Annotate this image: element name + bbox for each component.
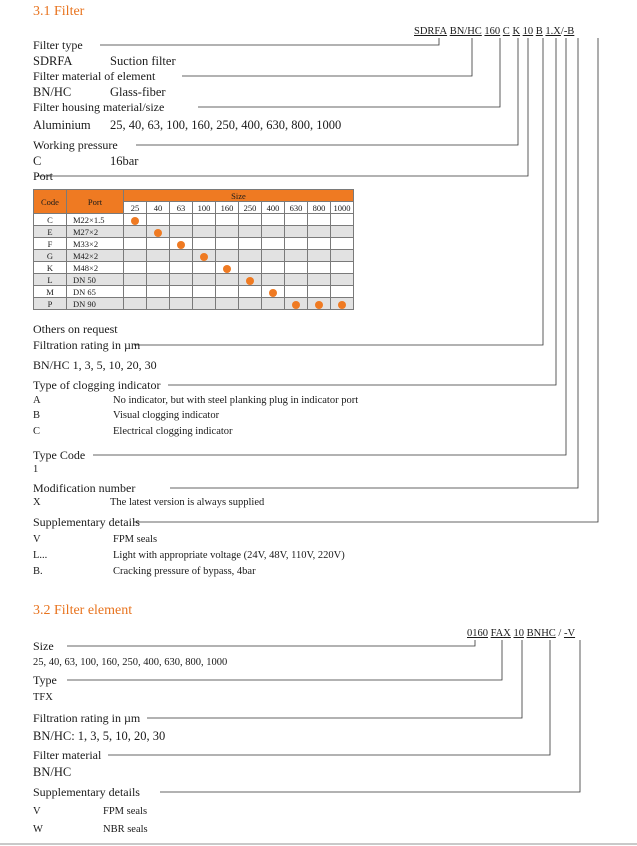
size-cell bbox=[170, 262, 193, 274]
size-cell bbox=[193, 238, 216, 250]
size-cell bbox=[239, 238, 262, 250]
size-cell bbox=[239, 226, 262, 238]
availability-dot-icon bbox=[292, 301, 300, 309]
availability-dot-icon bbox=[223, 265, 231, 273]
size-cell bbox=[285, 250, 308, 262]
size-cell bbox=[285, 262, 308, 274]
size-cell bbox=[124, 262, 147, 274]
size-cell bbox=[124, 250, 147, 262]
size-cell bbox=[308, 226, 331, 238]
element-supp-desc: NBR seals bbox=[103, 824, 148, 835]
size-cell bbox=[331, 238, 354, 250]
availability-dot-icon bbox=[154, 229, 162, 237]
port-label: Port bbox=[33, 169, 54, 183]
size-cell bbox=[193, 274, 216, 286]
size-header: 100 bbox=[193, 202, 216, 214]
row-port: DN 90 bbox=[67, 298, 124, 310]
size-cell bbox=[147, 238, 170, 250]
housing-label: Filter housing material/size bbox=[33, 100, 165, 114]
size-cell bbox=[285, 274, 308, 286]
clog-code: A bbox=[33, 395, 41, 406]
code-part: -B bbox=[563, 26, 575, 37]
row-port: DN 50 bbox=[67, 274, 124, 286]
col-port-header: Port bbox=[67, 190, 124, 214]
filter-type-desc: Suction filter bbox=[110, 54, 176, 68]
modification-code: X bbox=[33, 497, 41, 508]
size-cell bbox=[147, 298, 170, 310]
size-cell bbox=[331, 250, 354, 262]
supp-desc: Cracking pressure of bypass, 4bar bbox=[113, 566, 256, 577]
table-row bbox=[34, 286, 354, 298]
section-title-filter: 3.1 Filter bbox=[33, 4, 85, 19]
size-cell bbox=[331, 226, 354, 238]
size-cell bbox=[193, 286, 216, 298]
filter-type-label: Filter type bbox=[33, 38, 83, 52]
code-part: 1.X bbox=[545, 26, 561, 37]
pressure-desc: 16bar bbox=[110, 154, 139, 168]
size-cell bbox=[308, 298, 331, 310]
size-cell bbox=[193, 214, 216, 226]
size-cell bbox=[170, 250, 193, 262]
code-part: BNHC bbox=[526, 628, 556, 639]
element-order-code bbox=[467, 628, 575, 639]
size-cell bbox=[331, 262, 354, 274]
code-part: SDRFA bbox=[414, 26, 448, 37]
size-cell bbox=[170, 298, 193, 310]
code-part: / bbox=[558, 628, 562, 639]
row-port: M48×2 bbox=[67, 262, 124, 274]
size-cell bbox=[170, 274, 193, 286]
size-cell bbox=[308, 238, 331, 250]
size-cell bbox=[170, 286, 193, 298]
size-cell bbox=[147, 250, 170, 262]
col-size-header: Size bbox=[124, 190, 354, 202]
size-cell bbox=[239, 214, 262, 226]
clog-desc: No indicator, but with steel planking plug in indicator port bbox=[113, 395, 359, 406]
element-supplementary-label: Supplementary details bbox=[33, 785, 140, 799]
size-cell bbox=[216, 274, 239, 286]
table-row bbox=[34, 214, 354, 226]
size-cell bbox=[331, 274, 354, 286]
size-label: Size bbox=[33, 639, 54, 653]
type-label: Type bbox=[33, 673, 57, 687]
element-supp-code: V bbox=[33, 806, 41, 817]
supp-code: L... bbox=[33, 550, 48, 561]
filter-material-value: BN/HC bbox=[33, 765, 72, 779]
size-cell bbox=[147, 286, 170, 298]
supp-desc: Light with appropriate voltage (24V, 48V, 110V, 220V) bbox=[113, 550, 345, 561]
row-port: M42×2 bbox=[67, 250, 124, 262]
clog-desc: Visual clogging indicator bbox=[113, 410, 220, 421]
code-part: / bbox=[560, 26, 564, 37]
row-port: M33×2 bbox=[67, 238, 124, 250]
size-cell bbox=[285, 298, 308, 310]
table-row bbox=[34, 298, 354, 310]
pressure-label: Working pressure bbox=[33, 138, 118, 152]
filtration-label: Filtration rating in µm bbox=[33, 338, 141, 352]
size-cell bbox=[216, 298, 239, 310]
size-cell bbox=[170, 238, 193, 250]
supp-code: V bbox=[33, 534, 41, 545]
size-header: 400 bbox=[262, 202, 285, 214]
table-row bbox=[34, 238, 354, 250]
section-title-filter-element: 3.2 Filter element bbox=[33, 603, 133, 618]
element-material-code: BN/HC bbox=[33, 85, 72, 99]
size-cell bbox=[147, 274, 170, 286]
size-cell bbox=[331, 286, 354, 298]
element-material-desc: Glass-fiber bbox=[110, 85, 166, 99]
size-cell bbox=[193, 226, 216, 238]
size-cell bbox=[216, 250, 239, 262]
size-cell bbox=[331, 214, 354, 226]
type-value: TFX bbox=[33, 692, 53, 703]
type-code-label: Type Code bbox=[33, 448, 86, 462]
housing-code: Aluminium bbox=[33, 118, 91, 132]
size-cell bbox=[170, 226, 193, 238]
row-port: M27×2 bbox=[67, 226, 124, 238]
row-code: P bbox=[34, 298, 67, 310]
size-cell bbox=[285, 238, 308, 250]
filter-material-label: Filter material bbox=[33, 748, 102, 762]
size-cell bbox=[147, 262, 170, 274]
code-part: 160 bbox=[484, 26, 501, 37]
size-cell bbox=[285, 226, 308, 238]
element-material-label: Filter material of element bbox=[33, 69, 156, 83]
size-cell bbox=[124, 286, 147, 298]
size-cell bbox=[239, 286, 262, 298]
size-cell bbox=[216, 238, 239, 250]
filtration-desc: BN/HC 1, 3, 5, 10, 20, 30 bbox=[33, 358, 157, 372]
size-cell bbox=[262, 262, 285, 274]
modification-label: Modification number bbox=[33, 481, 136, 495]
code-part: FAX bbox=[490, 628, 511, 639]
table-row bbox=[34, 250, 354, 262]
size-cell bbox=[285, 214, 308, 226]
size-header: 63 bbox=[170, 202, 193, 214]
port-size-table bbox=[33, 189, 354, 310]
size-header: 40 bbox=[147, 202, 170, 214]
size-header: 1000 bbox=[331, 202, 354, 214]
clog-code: C bbox=[33, 426, 41, 437]
size-cell bbox=[262, 286, 285, 298]
col-code-header: Code bbox=[34, 190, 67, 214]
size-cell bbox=[308, 274, 331, 286]
row-code: M bbox=[34, 286, 67, 298]
size-header: 630 bbox=[285, 202, 308, 214]
pressure-code: C bbox=[33, 154, 42, 168]
row-code: G bbox=[34, 250, 67, 262]
size-cell bbox=[308, 286, 331, 298]
code-part: 0160 bbox=[467, 628, 488, 639]
housing-sizes: 25, 40, 63, 100, 160, 250, 400, 630, 800, 1000 bbox=[110, 118, 342, 132]
table-row bbox=[34, 274, 354, 286]
row-code: C bbox=[34, 214, 67, 226]
others-note: Others on request bbox=[33, 322, 118, 336]
size-cell bbox=[331, 298, 354, 310]
filter-type-code: SDRFA bbox=[33, 54, 73, 68]
size-cell bbox=[216, 262, 239, 274]
clog-code: B bbox=[33, 410, 41, 421]
code-part: -V bbox=[563, 628, 576, 639]
table-row bbox=[34, 226, 354, 238]
size-cell bbox=[262, 250, 285, 262]
size-cell bbox=[147, 214, 170, 226]
modification-desc: The latest version is always supplied bbox=[110, 497, 265, 508]
size-cell bbox=[216, 226, 239, 238]
clogging-label: Type of clogging indicator bbox=[33, 378, 161, 392]
size-cell bbox=[124, 238, 147, 250]
size-cell bbox=[285, 286, 308, 298]
size-cell bbox=[239, 262, 262, 274]
size-header: 250 bbox=[239, 202, 262, 214]
code-part: 10 bbox=[522, 26, 534, 37]
size-cell bbox=[262, 298, 285, 310]
availability-dot-icon bbox=[246, 277, 254, 285]
type-code-value: 1 bbox=[33, 464, 39, 475]
supp-desc: FPM seals bbox=[113, 534, 158, 545]
size-cell bbox=[170, 214, 193, 226]
clog-desc: Electrical clogging indicator bbox=[113, 426, 233, 437]
element-supp-desc: FPM seals bbox=[103, 806, 148, 817]
size-header: 800 bbox=[308, 202, 331, 214]
availability-dot-icon bbox=[338, 301, 346, 309]
availability-dot-icon bbox=[269, 289, 277, 297]
size-cell bbox=[308, 262, 331, 274]
size-cell bbox=[239, 274, 262, 286]
size-cell bbox=[262, 226, 285, 238]
size-cell bbox=[124, 214, 147, 226]
supp-code: B. bbox=[33, 566, 43, 577]
size-cell bbox=[216, 214, 239, 226]
element-filtration-desc: BN/HC: 1, 3, 5, 10, 20, 30 bbox=[33, 729, 166, 743]
supplementary-label: Supplementary details bbox=[33, 515, 140, 529]
size-cell bbox=[262, 274, 285, 286]
size-cell bbox=[308, 214, 331, 226]
size-cell bbox=[216, 286, 239, 298]
size-header: 25 bbox=[124, 202, 147, 214]
table-row bbox=[34, 262, 354, 274]
element-filtration-label: Filtration rating in µm bbox=[33, 711, 141, 725]
size-desc: 25, 40, 63, 100, 160, 250, 400, 630, 800, 1000 bbox=[33, 657, 228, 668]
size-header: 160 bbox=[216, 202, 239, 214]
size-cell bbox=[239, 250, 262, 262]
availability-dot-icon bbox=[200, 253, 208, 261]
code-part: C bbox=[502, 26, 510, 37]
availability-dot-icon bbox=[177, 241, 185, 249]
code-part: K bbox=[512, 26, 521, 37]
code-part: 10 bbox=[513, 628, 524, 639]
element-supp-code: W bbox=[33, 824, 43, 835]
code-part: B bbox=[535, 26, 543, 37]
size-cell bbox=[262, 214, 285, 226]
size-cell bbox=[147, 226, 170, 238]
size-cell bbox=[239, 298, 262, 310]
row-port: DN 65 bbox=[67, 286, 124, 298]
size-cell bbox=[308, 250, 331, 262]
availability-dot-icon bbox=[315, 301, 323, 309]
size-cell bbox=[193, 250, 216, 262]
row-code: L bbox=[34, 274, 67, 286]
size-cell bbox=[193, 262, 216, 274]
row-port: M22×1.5 bbox=[67, 214, 124, 226]
size-cell bbox=[262, 238, 285, 250]
row-code: K bbox=[34, 262, 67, 274]
bottom-divider bbox=[0, 843, 637, 845]
size-cell bbox=[124, 298, 147, 310]
code-part: BN/HC bbox=[449, 26, 482, 37]
availability-dot-icon bbox=[131, 217, 139, 225]
size-cell bbox=[124, 226, 147, 238]
row-code: E bbox=[34, 226, 67, 238]
size-cell bbox=[124, 274, 147, 286]
size-cell bbox=[193, 298, 216, 310]
row-code: F bbox=[34, 238, 67, 250]
